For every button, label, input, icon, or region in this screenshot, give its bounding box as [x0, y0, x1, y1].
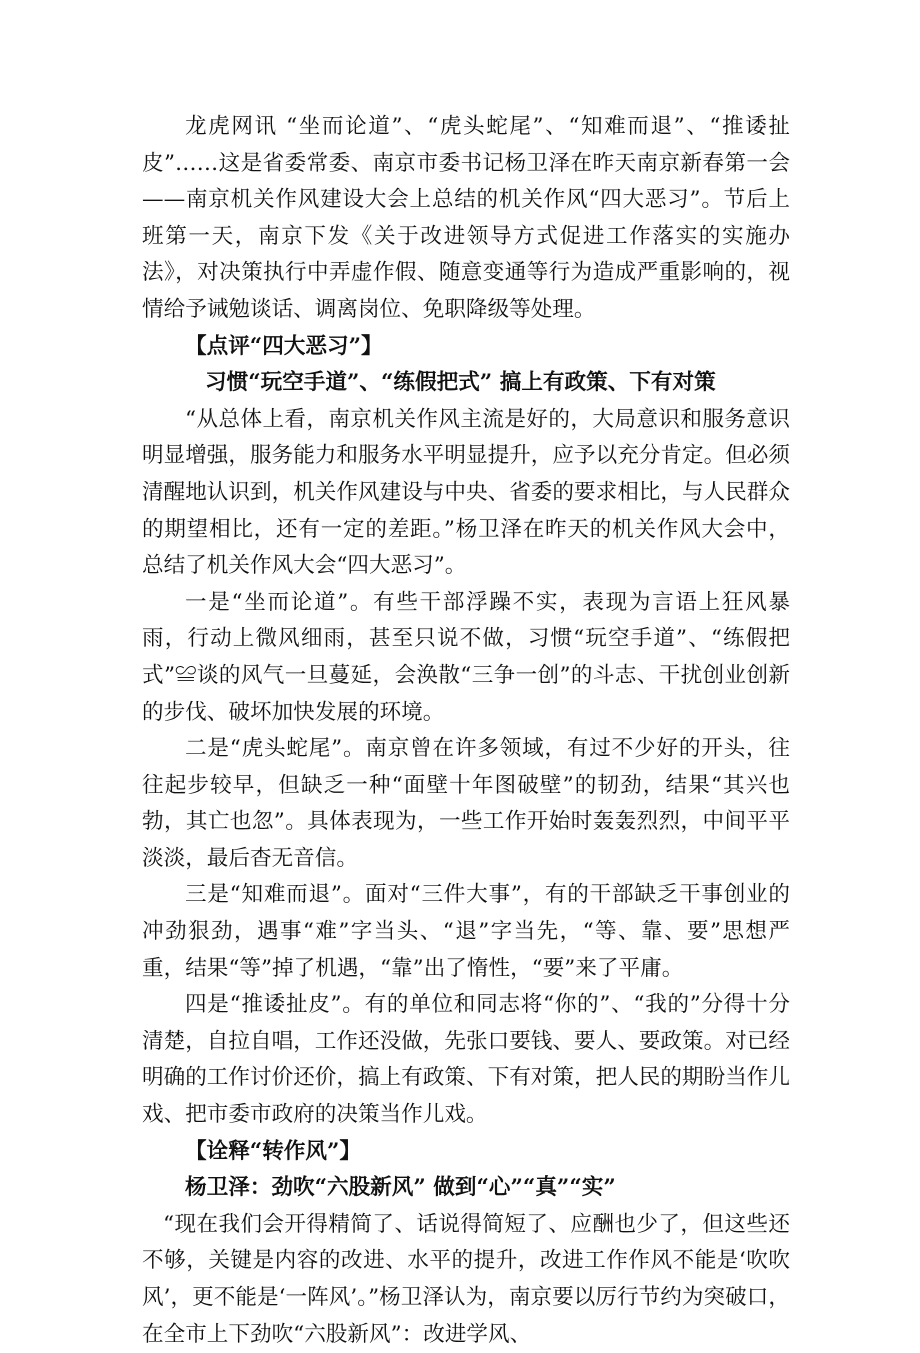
body-paragraph: 三是“知难而退”。面对“三件大事”，有的干部缺乏干事创业的冲劲狠劲，遇事“难”字当头、“退”字当先，“等、靠、要”思想严重，结果“等”掉了机遇，“靠”出了惰性，“要”来了平庸。 — [142, 882, 790, 981]
body-paragraph: 四是“推诿扯皮”。有的单位和同志将“你的”、“我的”分得十分清楚，自拉自唱，工作还没做，先张口要钱、要人、要政策。对已经明确的工作讨价还价，搞上有政策、下有对策，把人民的期盼当作儿戏、把市委市政府的决策当作儿戏。 — [142, 992, 790, 1128]
document-page — [142, 109, 790, 1353]
subheading-six-new-winds: 杨卫泽：劲吹“六股新风” 做到“心”“真”“实” — [185, 1175, 616, 1201]
body-paragraph: 二是“虎头蛇尾”。南京曾在许多领域，有过不少好的开头，往往起步较早，但缺乏一种“面壁十年图破壁”的韧劲，结果“其兴也勃，其亡也忽”。具体表现为，一些工作开始时轰轰烈烈，中间平平淡淡，最后杳无音信。 — [142, 736, 790, 871]
section-heading-four-bad-habits: 【点评“四大恶习”】 — [185, 333, 383, 359]
body-paragraph: “现在我们会开得精简了、话说得简短了、应酬也少了，但这些还不够，关键是内容的改进、水平的提升，改进工作作风不能是‘吹吹风’，更不能是‘一阵风’。”杨卫泽认为，南京要以厉行节约为突破口，在全市上下劲吹“六股新风”：改进学风、 — [142, 1211, 790, 1347]
subheading-four-bad-habits: 习惯“玩空手道”、“练假把式” 搞上有政策、下有对策 — [205, 370, 716, 396]
intro-paragraph: 龙虎网讯 “坐而论道”、“虎头蛇尾”、“知难而退”、“推诿扯皮”……这是省委常委、南京市委书记杨卫泽在昨天南京新春第一会——南京机关作风建设大会上总结的机关作风“四大恶习”。节后上班第一天，南京下发《关于改进领导方式促进工作落实的实施办法》，对决策执行中弄虚作假、随意变通等行为造成严重影响的，视情给予诫勉谈话、调离岗位、免职降级等处理。 — [142, 114, 790, 322]
section-heading-style-change: 【诠释“转作风”】 — [185, 1138, 361, 1164]
body-paragraph: “从总体上看，南京机关作风主流是好的，大局意识和服务意识明显增强，服务能力和服务水平明显提升，应予以充分肯定。但必须清醒地认识到，机关作风建设与中央、省委的要求相比，与人民群众的期望相比，还有一定的差距。”杨卫泽在昨天的机关作风大会中，总结了机关作风大会“四大恶习”。 — [142, 406, 790, 579]
body-paragraph: 一是“坐而论道”。有些干部浮躁不实，表现为言语上狂风暴雨，行动上微风细雨，甚至只说不做，习惯“玩空手道”、“练假把式”≌谈的风气一旦蔓延，会涣散“三争一创”的斗志、干扰创业创新的步伐、破坏加快发展的环境。 — [142, 589, 790, 725]
